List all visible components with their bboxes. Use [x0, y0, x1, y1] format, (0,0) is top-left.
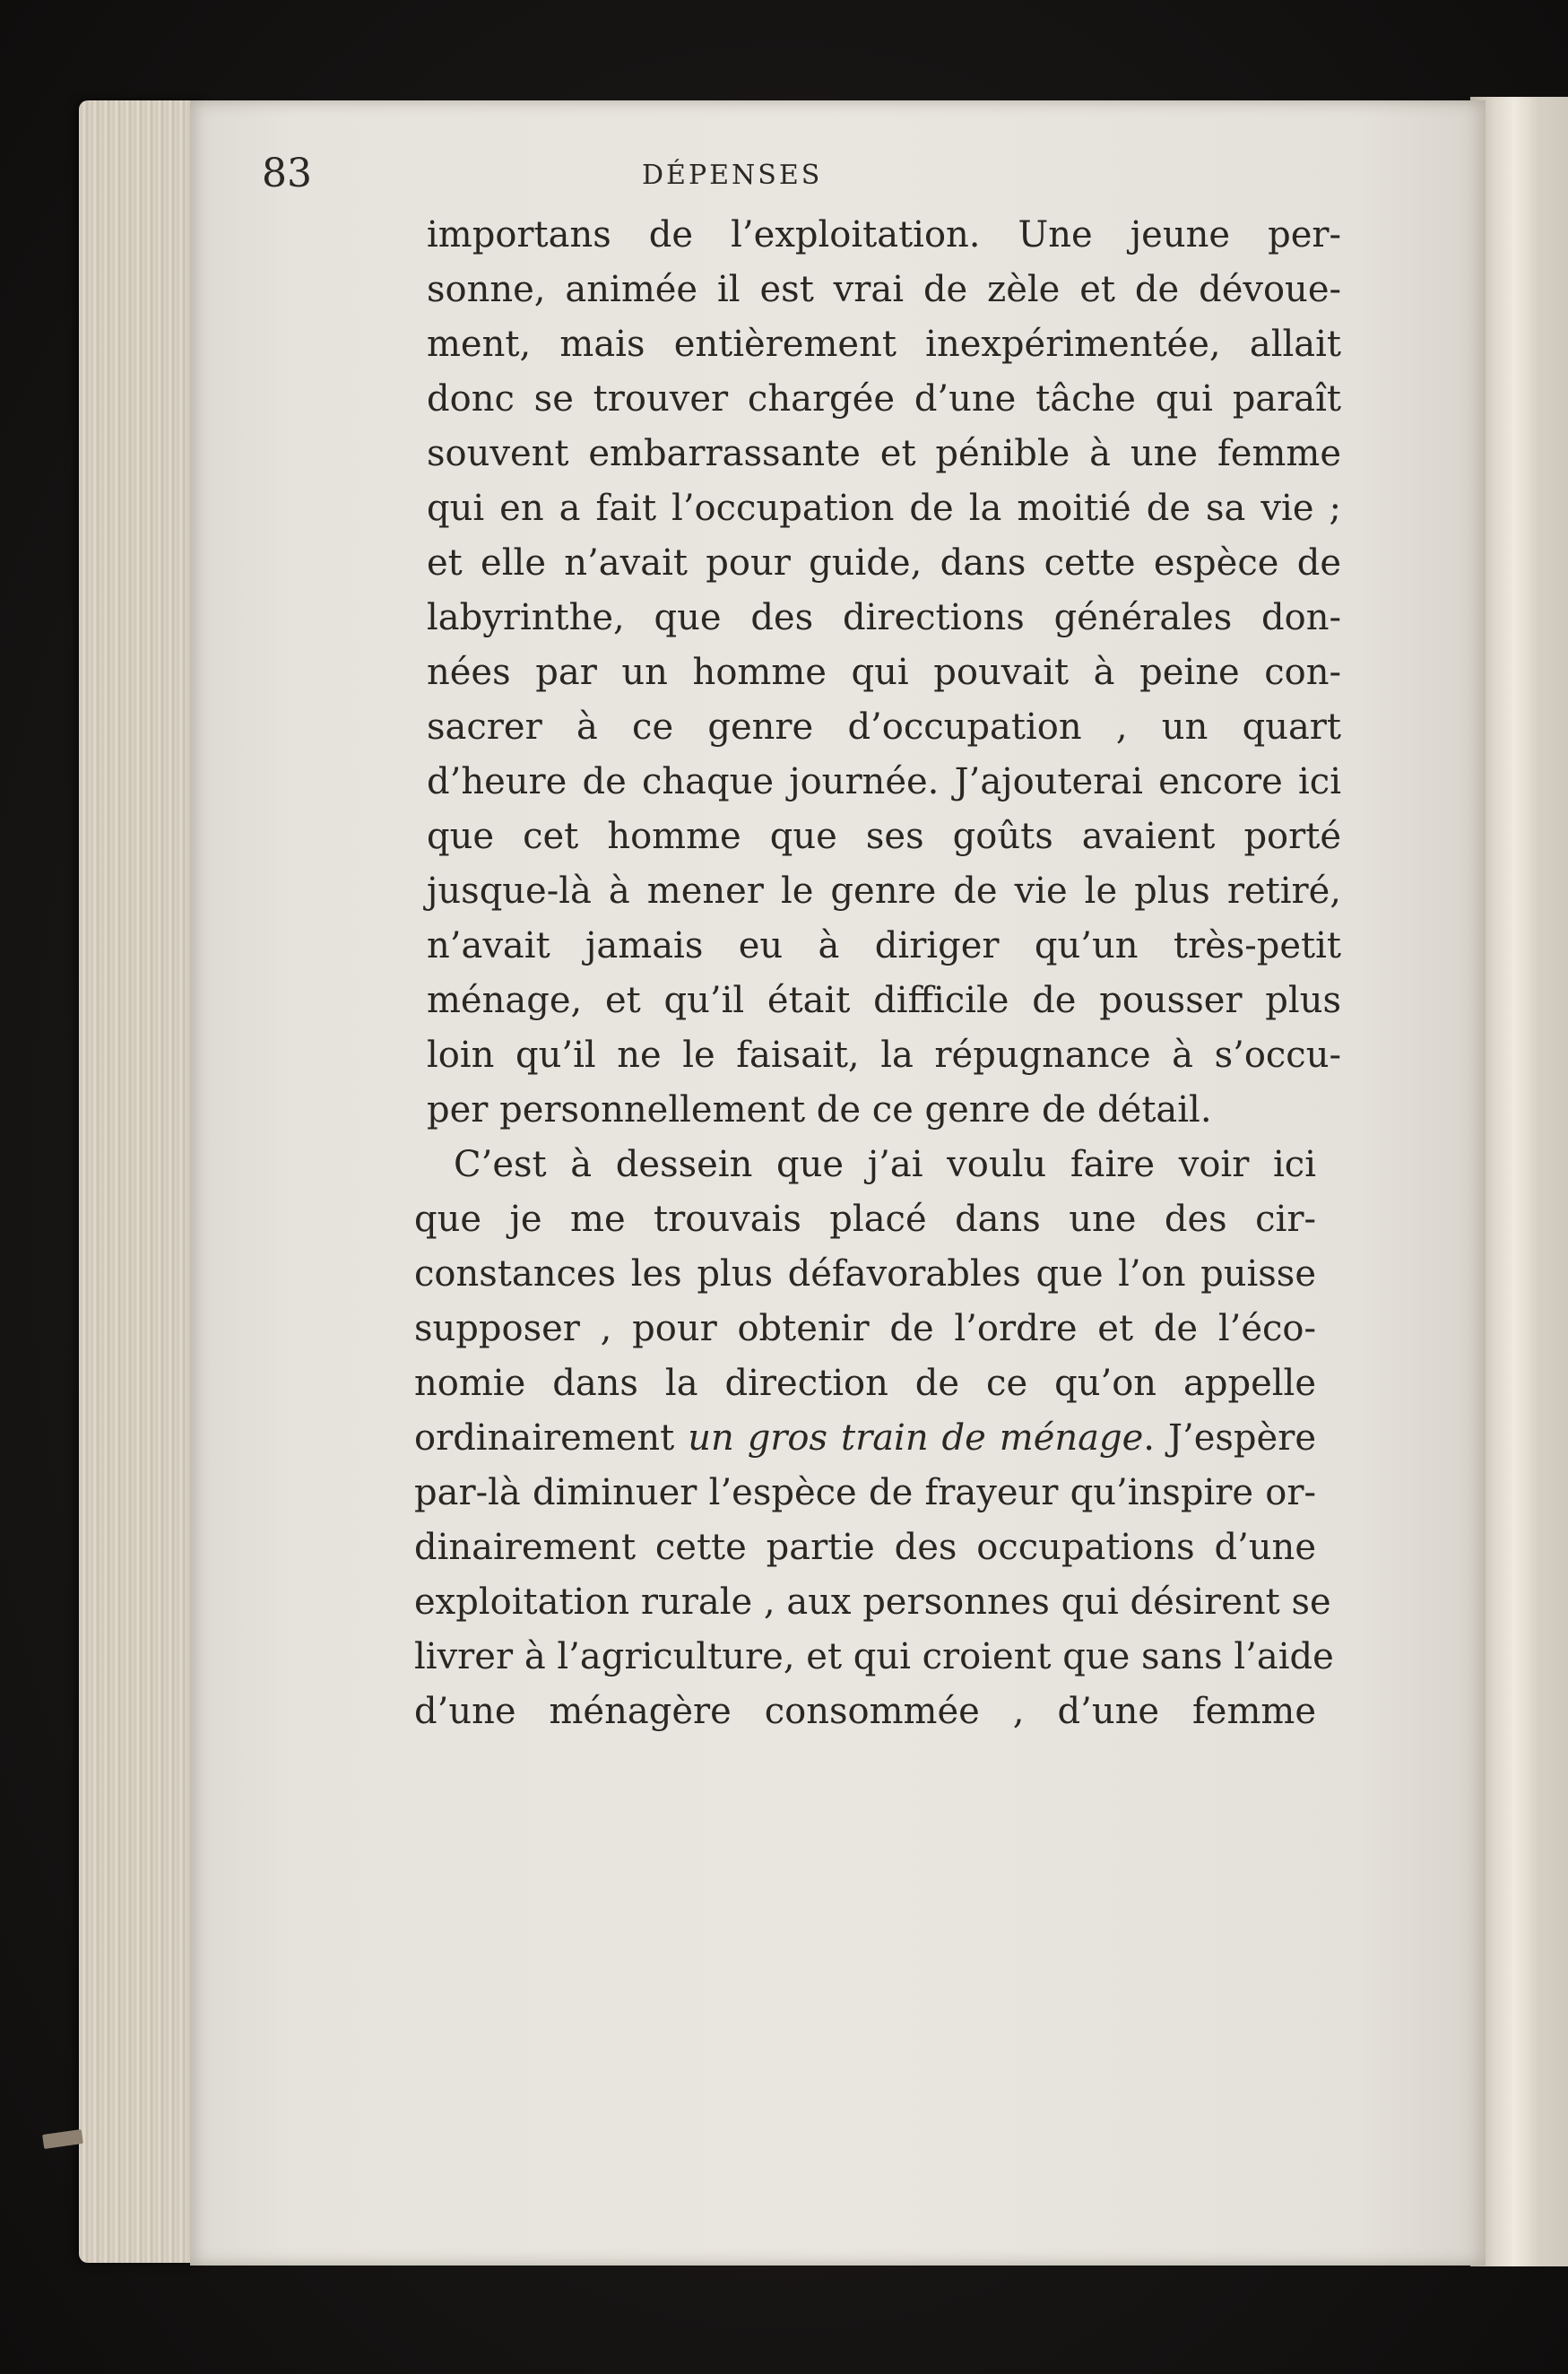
text-fragment: . J’espère	[1143, 1417, 1316, 1459]
text-line: sonne, animée il est vrai de zèle et de dévoue-	[427, 269, 1341, 310]
text-line: C’est à dessein que j’ai voulu faire voir ici	[454, 1144, 1316, 1185]
running-head: DÉPENSES	[642, 160, 823, 191]
text-line: qui en a fait l’occupation de la moitié de sa vie ;	[427, 488, 1341, 529]
text-line: et elle n’avait pour guide, dans cette espèce de	[427, 542, 1341, 584]
body-text	[414, 208, 1341, 1739]
text-line: par-là diminuer l’espèce de frayeur qu’inspire or-	[414, 1472, 1316, 1513]
text-line: souvent embarrassante et pénible à une femme	[427, 433, 1341, 474]
text-line: livrer à l’agriculture, et qui croient que sans l’aide	[414, 1636, 1334, 1677]
page-number: 83	[262, 151, 312, 196]
text-line: d’heure de chaque journée. J’ajouterai encore ici	[427, 761, 1341, 802]
text-line: jusque-là à mener le genre de vie le plus retiré,	[427, 871, 1341, 912]
text-line: ment, mais entièrement inexpérimentée, allait	[427, 324, 1341, 365]
text-line-with-italic	[414, 1411, 1316, 1466]
italic-phrase: un gros train de ménage	[688, 1417, 1144, 1459]
text-line: que cet homme que ses goûts avaient porté	[427, 816, 1341, 857]
text-line: nomie dans la direction de ce qu’on appelle	[414, 1363, 1316, 1404]
text-line: exploitation rurale , aux personnes qui désirent se	[414, 1581, 1331, 1623]
text-line: que je me trouvais placé dans une des cir-	[414, 1199, 1316, 1240]
bookmark-ribbon	[42, 2129, 83, 2149]
paragraph-1	[427, 208, 1341, 1138]
text-line: per personnellement de ce genre de détail.	[427, 1089, 1212, 1131]
text-line: dinairement cette partie des occupations d’une	[414, 1527, 1316, 1568]
text-line: n’avait jamais eu à diriger qu’un très-petit	[427, 925, 1341, 966]
paragraph-2	[414, 1138, 1334, 1739]
text-line: importans de l’exploitation. Une jeune per-	[427, 214, 1341, 256]
text-line: labyrinthe, que des directions générales don-	[427, 597, 1341, 638]
text-line: ménage, et qu’il était difficile de pousser plus	[427, 980, 1341, 1021]
page-header	[262, 151, 1158, 204]
text-line: sacrer à ce genre d’occupation , un quart	[427, 706, 1341, 748]
page-edges	[79, 100, 204, 2263]
text-line: constances les plus défavorables que l’on puisse	[414, 1253, 1316, 1295]
text-line: supposer , pour obtenir de l’ordre et de l’éco-	[414, 1308, 1316, 1349]
text-line: nées par un homme qui pouvait à peine con-	[427, 652, 1341, 693]
text-line: loin qu’il ne le faisait, la répugnance à s’occu-	[427, 1035, 1341, 1076]
text-line: d’une ménagère consommée , d’une femme	[414, 1691, 1316, 1732]
text-fragment: ordinairement	[414, 1417, 689, 1459]
text-line: donc se trouver chargée d’une tâche qui paraît	[427, 378, 1341, 420]
